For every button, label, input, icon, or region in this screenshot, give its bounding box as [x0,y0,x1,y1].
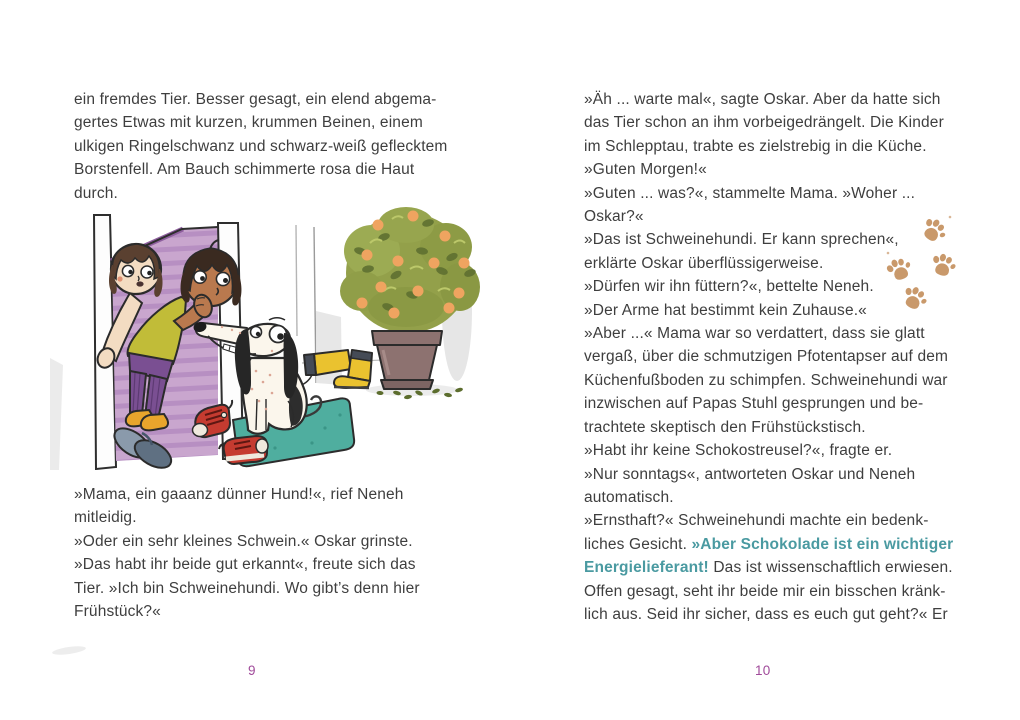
text-line: ein fremdes Tier. Besser gesagt, ein elend abgema- [74,91,437,108]
blush [117,276,122,281]
highlighted-text: »Aber Schokolade ist ein wichtiger [691,535,954,553]
text-line: »Aber ...« Mama war so verdattert, dass sie glatt [584,325,925,343]
text-line-with-highlight [584,556,953,579]
text-line: »Nur sonntags«, antworteten Oskar und Neneh [584,465,916,483]
left-paragraph-bottom [74,483,420,623]
text-line: »Ernsthaft?« Schweinehundi machte ein bedenk- [584,512,929,530]
text-line: »Habt ihr keine Schokostreusel?«, fragte er. [584,442,893,460]
text-line: inzwischen auf Papas Stuhl gesprungen und be- [584,395,924,413]
eye [216,272,229,285]
text-line: »Äh ... warte mal«, sagte Oskar. Aber da hatte sich [584,91,941,108]
paw-print [899,283,931,313]
paw-prints-decoration [880,205,995,320]
left-paragraph-top [74,88,447,205]
text-line: »Dürfen wir ihn füttern?«, bettelte Neneh. [584,278,874,296]
text-line: »Oder ein sehr kleines Schwein.« Oskar grinste. [74,532,413,550]
text-segment: Das ist wissenschaftlich erwiesen. [708,559,953,577]
mouth [136,281,143,286]
eye [251,327,262,338]
text-line: automatisch. [584,488,674,506]
text-line: vergaß, über die schmutzigen Pfotentapser auf dem [584,348,949,366]
shoe [141,414,168,430]
text-line: »Guten ... was?«, stammelte Mama. »Woher ... [584,184,916,202]
text-line: trachtete skeptisch den Frühstückstisch. [584,418,866,436]
paw-print [929,251,959,278]
illustration-svg [50,203,490,470]
page-number-left: 9 [248,663,256,678]
text-line: gertes Etwas mit kurzen, krummen Beinen, einem [74,114,423,132]
paw-print [884,255,915,284]
text-line: durch. [74,184,118,202]
text-line: »Mama, ein gaaanz dünner Hund!«, rief Neneh [74,486,404,503]
page-number-right: 10 [755,663,771,678]
text-line-with-highlight [584,533,953,556]
text-line: ulkigen Ringelschwanz und schwarz-weiß geflecktem [74,137,448,155]
text-line: Frühstück?« [74,603,161,621]
print-smudge [52,645,87,657]
story-illustration [50,203,490,470]
text-line: Oskar?« [584,208,644,226]
text-segment: liches Gesicht. [584,535,692,553]
text-line: Offen gesagt, seht ihr beide mir ein bisschen kränk- [584,582,946,600]
text-line: »Der Arme hat bestimmt kein Zuhause.« [584,301,867,319]
text-line: lich aus. Seid ihr sicher, dass es euch gut geht?« Er [584,605,948,623]
text-line: »Das ist Schweinehundi. Er kann sprechen«, [584,231,899,249]
text-line: erklärte Oskar überflüssigerweise. [584,254,824,272]
text-line: das Tier schon an ihm vorbeigedrängelt. Die Kinder [584,114,944,132]
text-line: »Das habt ihr beide gut erkannt«, freute sich das [74,556,416,574]
text-line: »Guten Morgen!« [584,161,707,179]
paw-print [918,214,951,246]
highlighted-text: Energielieferant! [584,559,709,577]
text-line: Küchenfußboden zu schimpfen. Schweinehundi war [584,371,948,389]
wall-corner-line [296,225,297,336]
text-line: Tier. »Ich bin Schweinehundi. Wo gibt’s denn hier [74,579,420,597]
paw-prints-svg [880,205,995,320]
text-line: im Schlepptau, trabte es zielstrebig in die Küche. [584,137,927,155]
flower-pot [372,331,442,389]
brow [269,318,285,320]
text-line: Borstenfell. Am Bauch schimmerte rosa die Haut [74,161,415,179]
right-text-column [584,88,953,626]
text-line: mitleidig. [74,509,137,527]
